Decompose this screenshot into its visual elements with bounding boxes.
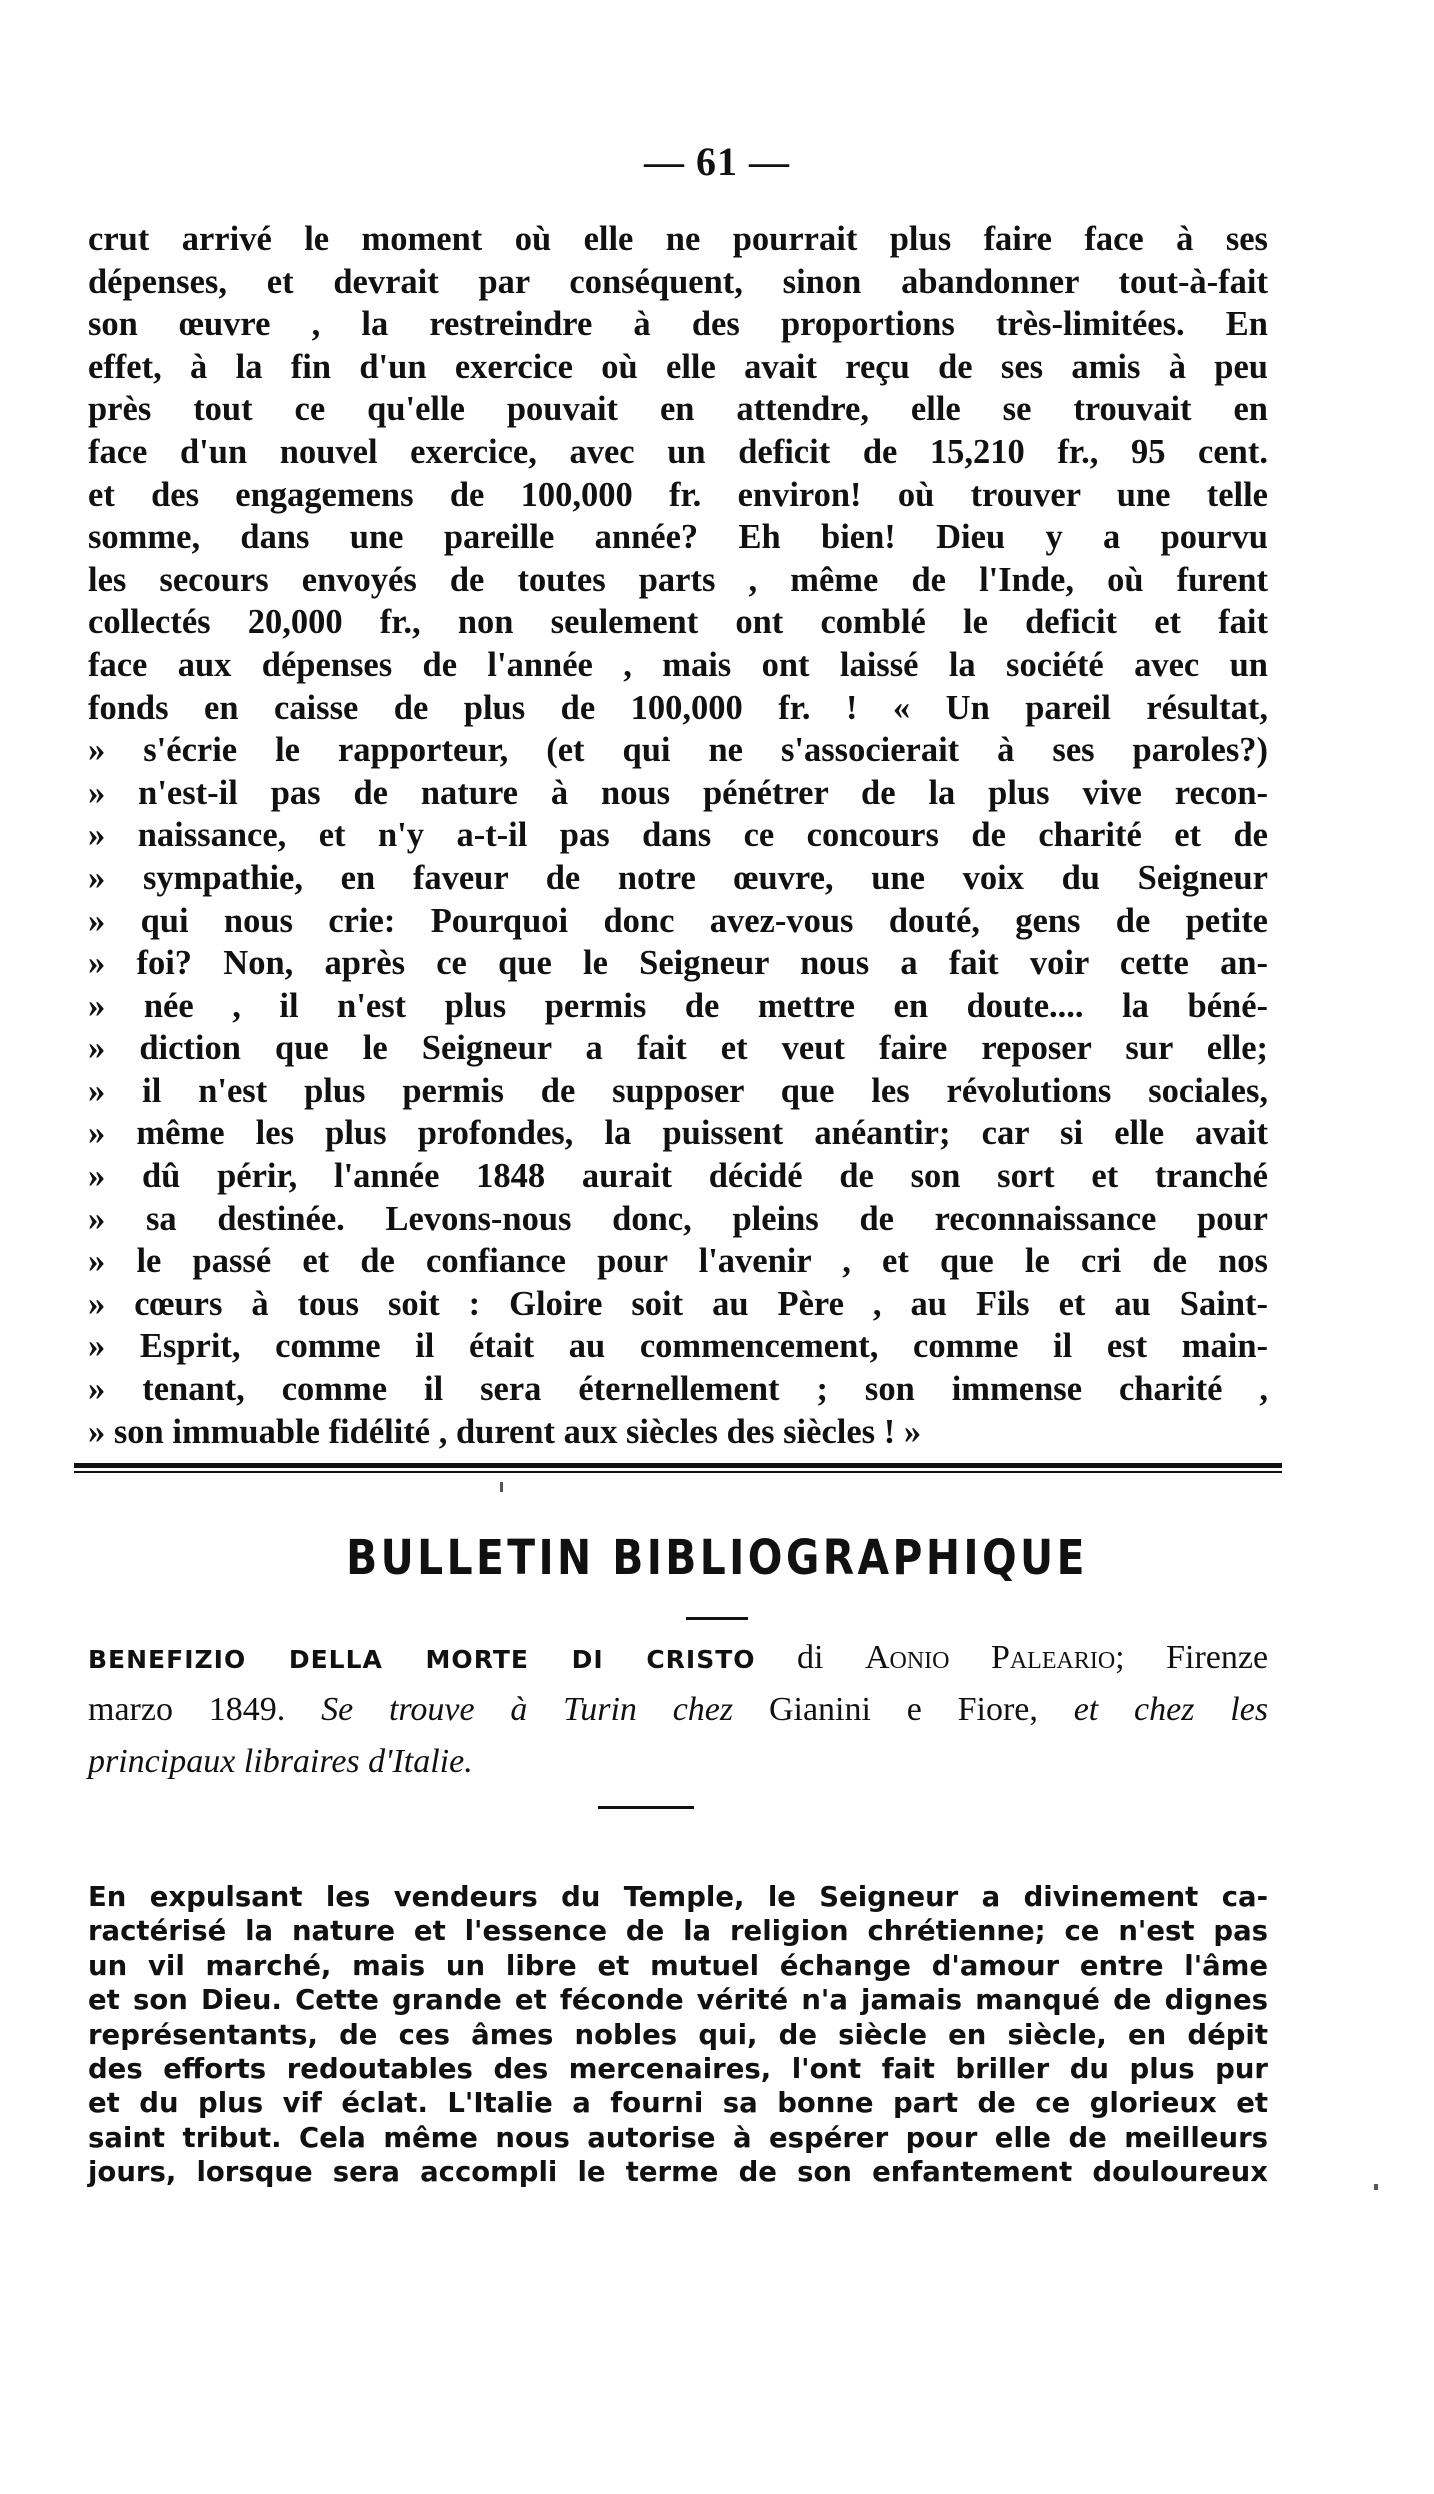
text-line: et son Dieu. Cette grande et féconde vérité n'a jamais manqué de dignes (88, 1984, 1268, 2017)
entry-line (88, 1736, 1268, 1788)
text-line: » s'écrie le rapporteur, (et qui ne s'associerait à ses paroles?) (88, 731, 1268, 770)
text-line: saint tribut. Cela même nous autorise à espérer pour elle de meilleurs (88, 2121, 1268, 2154)
text-line: » son immuable fidélité , durent aux siècles des siècles ! » (88, 1412, 922, 1451)
text-line: » le passé et de confiance pour l'avenir , et que le cri de nos (88, 1242, 1268, 1281)
section-heading: BULLETIN BIBLIOGRAPHIQUE (346, 1530, 1088, 1586)
text-line: » cœurs à tous soit : Gloire soit au Père , au Fils et au Saint- (88, 1284, 1268, 1323)
author-prefix: di (797, 1639, 824, 1676)
availability-text: et chez les (1073, 1691, 1269, 1728)
text-line: face aux dépenses de l'année , mais ont laissé la société avec un (88, 645, 1268, 684)
availability-text: Se trouve à Turin chez (321, 1691, 734, 1728)
text-line: » Esprit, comme il était au commencement, comme il est main- (88, 1327, 1268, 1366)
entry-line (88, 1684, 1268, 1736)
text-line: » même les plus profondes, la puissent anéantir; car si elle avait (88, 1114, 1268, 1153)
entry-dash (598, 1806, 694, 1809)
text-line: un vil marché, mais un libre et mutuel échange d'amour entre l'âme (88, 1949, 1268, 1982)
text-line: les secours envoyés de toutes parts , même de l'Inde, où furent (88, 560, 1268, 599)
text-line: effet, à la fin d'un exercice où elle avait reçu de ses amis à peu (88, 347, 1268, 386)
entry-line (88, 1632, 1268, 1684)
text-line: » naissance, et n'y a-t-il pas dans ce concours de charité et de (88, 816, 1268, 855)
text-line: crut arrivé le moment où elle ne pourrait plus faire face à ses (88, 220, 1268, 258)
publication-date: marzo 1849. (88, 1691, 286, 1728)
text-line: En expulsant les vendeurs du Temple, le Seigneur a divinement ca- (88, 1881, 1268, 1913)
text-line: jours, lorsque sera accompli le terme de son enfantement douloureux (88, 2156, 1268, 2189)
text-line: fonds en caisse de plus de 100,000 fr. ! « Un pareil résultat, (88, 688, 1268, 727)
text-line: représentants, de ces âmes nobles qui, de siècle en siècle, en dépit (88, 2018, 1268, 2051)
text-line: » qui nous crie: Pourquoi donc avez-vous douté, gens de petite (88, 901, 1268, 940)
page-number: — 61 — (644, 139, 790, 184)
text-line: » n'est-il pas de nature à nous pénétrer de la plus vive recon- (88, 773, 1268, 812)
availability-text: principaux libraires d'Italie. (88, 1743, 473, 1780)
text-line: son œuvre , la restreindre à des proportions très-limitées. En (88, 305, 1268, 344)
text-line: dépenses, et devrait par conséquent, sinon abandonner tout-à-fait (88, 262, 1268, 301)
author-name: Aonio Paleario; (864, 1639, 1125, 1676)
text-line: » dû périr, l'année 1848 aurait décidé de son sort et tranché (88, 1157, 1268, 1196)
text-line: ractérisé la nature et l'essence de la religion chrétienne; ce n'est pas (88, 1915, 1268, 1948)
bibliography-entry (88, 1632, 1268, 1788)
text-line: » née , il n'est plus permis de mettre en doute.... la béné- (88, 986, 1268, 1025)
text-line: et du plus vif éclat. L'Italie a fourni sa bonne part de ce glorieux et (88, 2087, 1268, 2120)
ink-speck (500, 1482, 503, 1492)
section-divider-thin (74, 1471, 1282, 1473)
publication-place: Firenze (1166, 1639, 1269, 1676)
text-line: somme, dans une pareille année? Eh bien! Dieu y a pourvu (88, 518, 1268, 557)
text-line: près tout ce qu'elle pouvait en attendre, elle se trouvait en (88, 390, 1268, 429)
text-line: » diction que le Seigneur a fait et veut faire reposer sur elle; (88, 1029, 1268, 1068)
text-line: des efforts redoutables des mercenaires, l'ont fait briller du plus pur (88, 2052, 1268, 2085)
ink-speck (1374, 2184, 1378, 2190)
text-line: face d'un nouvel exercice, avec un deficit de 15,210 fr., 95 cent. (88, 432, 1268, 471)
text-line: » il n'est plus permis de supposer que les révolutions sociales, (88, 1071, 1268, 1110)
text-line: » foi? Non, après ce que le Seigneur nous a fait voir cette an- (88, 944, 1268, 983)
text-line: et des engagemens de 100,000 fr. environ! où trouver une telle (88, 475, 1268, 514)
review-paragraph (88, 1880, 1268, 2190)
text-line: » sa destinée. Levons-nous donc, pleins de reconnaissance pour (88, 1199, 1268, 1238)
heading-dash (686, 1617, 748, 1620)
section-divider (74, 1463, 1282, 1468)
main-paragraph (88, 218, 1268, 1453)
text-line: » tenant, comme il sera éternellement ; son immense charité , (88, 1370, 1268, 1409)
text-line: » sympathie, en faveur de notre œuvre, une voix du Seigneur (88, 858, 1268, 897)
book-title: BENEFIZIO DELLA MORTE DI CRISTO (88, 1645, 756, 1674)
text-line: collectés 20,000 fr., non seulement ont comblé le deficit et fait (88, 603, 1268, 642)
sellers: Gianini e Fiore, (768, 1691, 1038, 1728)
